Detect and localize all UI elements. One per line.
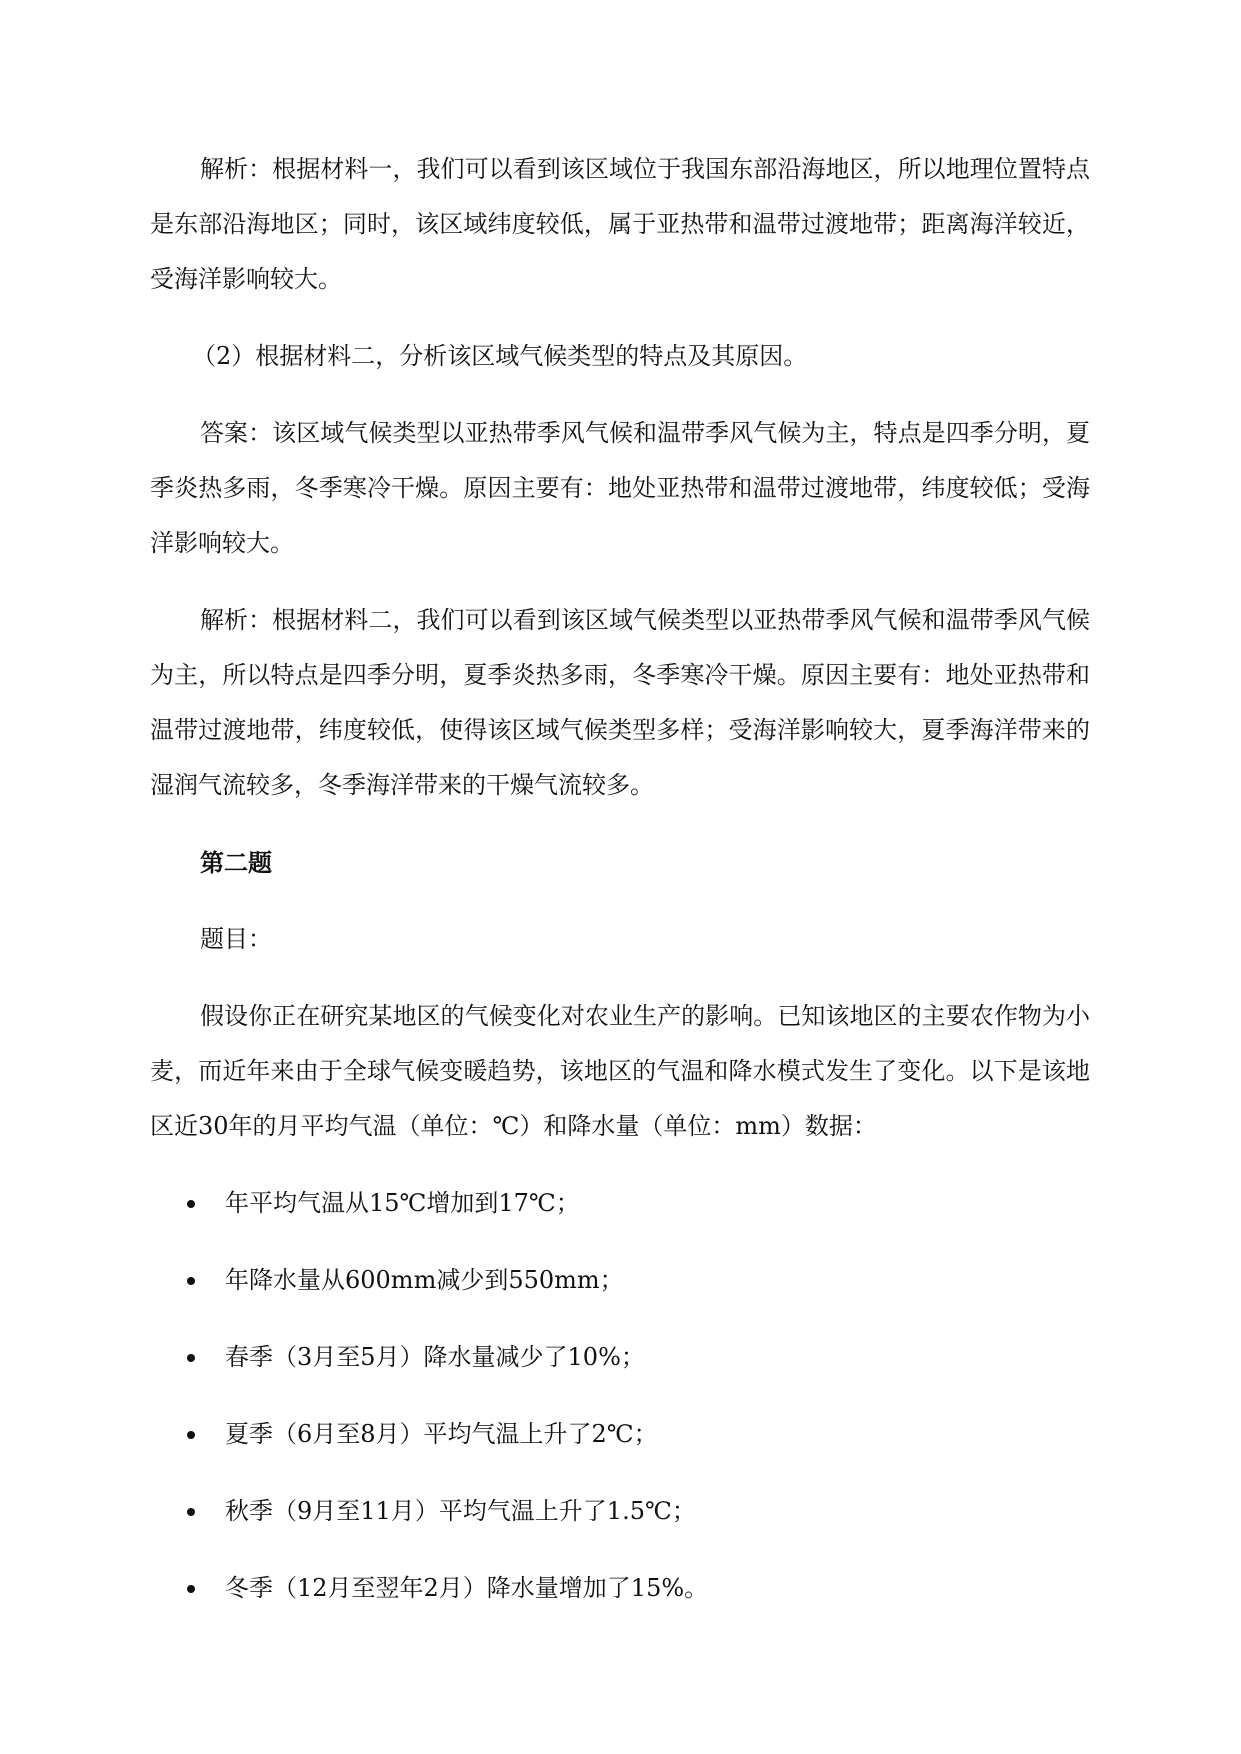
list-item — [150, 1484, 1090, 1539]
question-label: 题目： — [200, 925, 272, 953]
list-item — [150, 1253, 1090, 1308]
list-item-text: 年降水量从600mm减少到550mm； — [225, 1266, 624, 1294]
list-item-text: 年平均气温从15℃增加到17℃； — [225, 1189, 580, 1217]
list-item — [150, 1407, 1090, 1462]
analysis-paragraph-1: 解析：根据材料一，我们可以看到该区域位于我国东部沿海地区，所以地理位置特点是东部沿海地区；同时，该区域纬度较低，属于亚热带和温带过渡地带；距离海洋较近，受海洋影响较大。 — [150, 155, 1090, 293]
bullet-icon — [187, 1200, 195, 1208]
list-item-text: 春季（3月至5月）降水量减少了10%； — [225, 1343, 645, 1371]
section-heading: 第二题 — [200, 848, 272, 877]
answer-paragraph: 答案：该区域气候类型以亚热带季风气候和温带季风气候为主，特点是四季分明，夏季炎热多雨，冬季寒冷干燥。原因主要有：地处亚热带和温带过渡地带，纬度较低；受海洋影响较大。 — [150, 419, 1090, 557]
list-item-text: 秋季（9月至11月）平均气温上升了1.5℃； — [225, 1497, 696, 1525]
list-item-text: 夏季（6月至8月）平均气温上升了2℃； — [225, 1420, 658, 1448]
bullet-icon — [187, 1431, 195, 1439]
analysis-paragraph-2: 解析：根据材料二，我们可以看到该区域气候类型以亚热带季风气候和温带季风气候为主，所以特点是四季分明，夏季炎热多雨，冬季寒冷干燥。原因主要有：地处亚热带和温带过渡地带，纬度较低，使得该区域气候类型多样；受海洋影响较大，夏季海洋带来的湿润气流较多，冬季海洋带来的干燥气流较多。 — [150, 606, 1090, 799]
bullet-icon — [187, 1585, 195, 1593]
bullet-icon — [187, 1277, 195, 1285]
list-item — [150, 1330, 1090, 1385]
question-2-prompt: （2）根据材料二，分析该区域气候类型的特点及其原因。 — [192, 342, 808, 370]
list-item — [150, 1561, 1090, 1616]
data-bullet-list — [150, 1176, 1090, 1616]
document-page — [150, 142, 1090, 1638]
bullet-icon — [187, 1508, 195, 1516]
bullet-icon — [187, 1354, 195, 1362]
question-body: 假设你正在研究某地区的气候变化对农业生产的影响。已知该地区的主要农作物为小麦，而近年来由于全球气候变暖趋势，该地区的气温和降水模式发生了变化。以下是该地区近30年的月平均气温（单位：℃）和降水量（单位：mm）数据： — [150, 1002, 1090, 1140]
list-item — [150, 1176, 1090, 1231]
list-item-text: 冬季（12月至翌年2月）降水量增加了15%。 — [225, 1574, 709, 1602]
